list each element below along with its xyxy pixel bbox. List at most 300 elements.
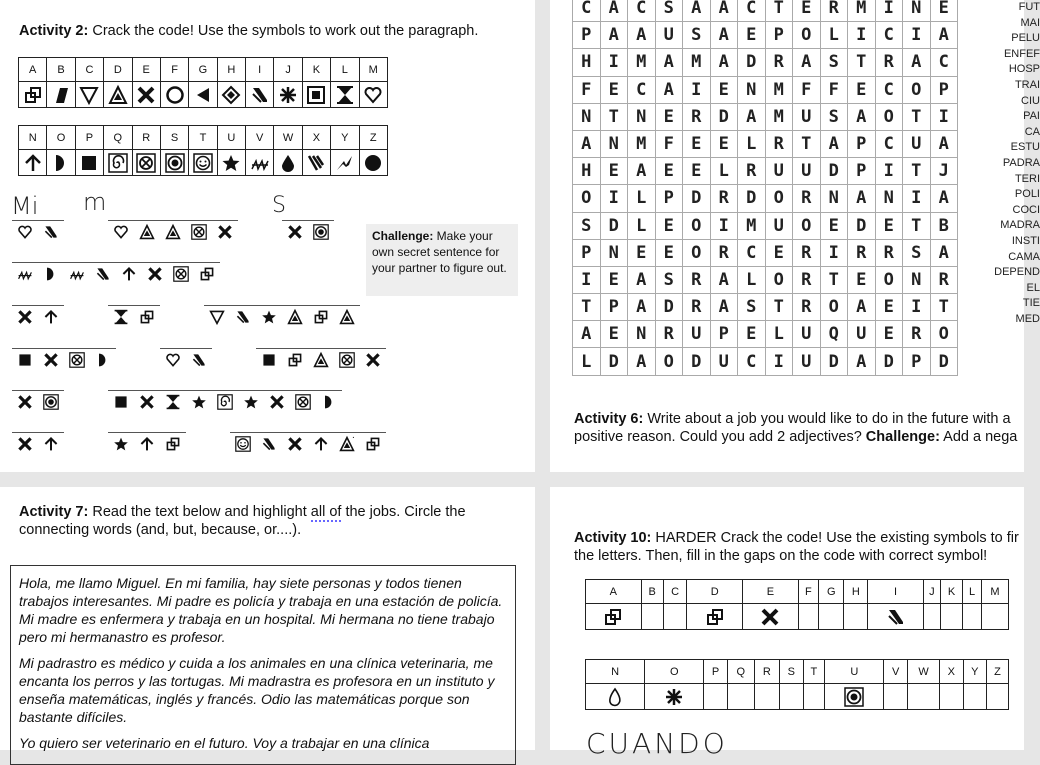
cipher-letter-u: U (217, 126, 245, 150)
word-search-cell[interactable]: M (683, 49, 711, 76)
word-search-cell[interactable]: E (655, 103, 683, 130)
word-search-cell[interactable]: E (738, 321, 766, 348)
reading-paragraph-2: Mi padrastro es médico y cuida a los animales en una clínica veterinaria, me encanta los perros y las tortugas. Mi madrastra es profesora en un instituto y enseña matemáticas, inglés y francés. Odio las matemáticas porque son bastante difíciles. (19, 655, 495, 725)
cipher-symbol-d (339, 309, 355, 325)
word-search-cell[interactable]: D (738, 49, 766, 76)
word-search-cell[interactable]: T (765, 0, 793, 22)
encoded-glyph (230, 432, 256, 452)
word-search-cell[interactable]: R (710, 239, 738, 266)
word-search-cell[interactable]: E (600, 158, 628, 185)
word-search-cell[interactable]: L (710, 158, 738, 185)
encoded-glyph (256, 348, 282, 368)
activity-7-label: Activity 7: (19, 504, 89, 520)
word-search-cell[interactable]: M (765, 76, 793, 103)
word-search-cell[interactable]: I (903, 294, 931, 321)
cipher-symbol-y (335, 153, 355, 173)
word-search-cell[interactable]: A (573, 321, 601, 348)
word-search-cell[interactable]: S (820, 49, 848, 76)
word-search-row (573, 294, 958, 321)
word-search-cell[interactable]: L (738, 130, 766, 157)
word-search-cell[interactable]: D (738, 185, 766, 212)
word-search-cell[interactable]: H (573, 49, 601, 76)
word-search-cell[interactable]: O (573, 185, 601, 212)
word-search-cell[interactable]: C (875, 22, 903, 49)
word-search-cell[interactable]: R (683, 294, 711, 321)
word-search-cell[interactable]: A (710, 22, 738, 49)
cipher-symbol-l (165, 394, 181, 410)
cipher-symbol-cell-l (963, 604, 982, 630)
word-search-cell[interactable]: R (683, 103, 711, 130)
word-search-cell[interactable]: C (930, 49, 958, 76)
word-search-row (573, 130, 958, 157)
cipher-symbol-j (278, 85, 298, 105)
word-search-cell[interactable]: M (848, 0, 876, 22)
word-search-cell[interactable]: A (628, 22, 656, 49)
word-search-cell[interactable]: U (793, 321, 821, 348)
word-search-cell[interactable]: D (848, 212, 876, 239)
handwritten-m: m (83, 188, 107, 216)
word-search-cell[interactable]: O (765, 266, 793, 293)
word-search-cell[interactable]: T (903, 103, 931, 130)
word-search-cell[interactable]: R (930, 266, 958, 293)
word-search-cell[interactable]: U (710, 348, 738, 375)
word-search-cell[interactable]: T (765, 294, 793, 321)
word-search-cell[interactable]: R (738, 158, 766, 185)
word-search-cell[interactable]: O (765, 185, 793, 212)
word-search-cell[interactable]: O (820, 294, 848, 321)
word-search-cell[interactable]: R (683, 266, 711, 293)
word-search-cell[interactable]: E (655, 158, 683, 185)
word-search-cell[interactable]: T (848, 49, 876, 76)
cipher-symbol-r (136, 153, 156, 173)
encoded-glyph (134, 390, 160, 410)
word-search-cell[interactable]: I (600, 49, 628, 76)
word-search-cell[interactable]: L (628, 212, 656, 239)
word-search-cell[interactable]: U (903, 130, 931, 157)
cipher-symbol-cell-z (987, 684, 1009, 710)
cipher-symbol-e (17, 309, 33, 325)
word-search-cell[interactable]: A (628, 294, 656, 321)
word-search-cell[interactable]: T (930, 294, 958, 321)
word-search-cell[interactable]: E (930, 0, 958, 22)
cipher-symbol-e (17, 436, 33, 452)
word-search-cell[interactable]: S (573, 212, 601, 239)
word-search-cell[interactable]: T (573, 294, 601, 321)
word-search-cell[interactable]: A (930, 239, 958, 266)
cipher-symbol-b (51, 85, 71, 105)
word-search-cell[interactable]: I (600, 185, 628, 212)
word-search-cell[interactable]: L (738, 266, 766, 293)
word-search-cell[interactable]: A (628, 348, 656, 375)
word-search-cell[interactable]: R (848, 239, 876, 266)
word-search-cell[interactable]: A (573, 130, 601, 157)
word-search-cell[interactable]: O (655, 348, 683, 375)
word-search-cell[interactable]: E (875, 321, 903, 348)
word-search-cell[interactable]: F (820, 76, 848, 103)
word-search-cell[interactable]: J (930, 158, 958, 185)
word-search-cell[interactable]: R (793, 294, 821, 321)
word-search-cell[interactable]: N (628, 103, 656, 130)
word-search-cell[interactable]: A (848, 348, 876, 375)
challenge-text: Make your own secret sentence for your partner to figure out. (372, 229, 507, 275)
cipher-symbol-p (17, 352, 33, 368)
word-search-cell[interactable]: A (710, 49, 738, 76)
cipher-symbol-cell-t (189, 150, 217, 176)
word-search-cell[interactable]: D (655, 294, 683, 321)
word-search-cell[interactable]: D (930, 348, 958, 375)
word-search-cell[interactable]: C (738, 239, 766, 266)
word-search-cell[interactable]: I (903, 185, 931, 212)
word-search-cell[interactable]: A (628, 266, 656, 293)
word-search-cell[interactable]: C (628, 0, 656, 22)
word-search-cell[interactable]: C (875, 76, 903, 103)
challenge-label: Challenge: (372, 229, 434, 243)
cipher-letter-d: D (104, 58, 132, 82)
word-search-cell[interactable]: H (573, 158, 601, 185)
cipher-symbol-a (139, 309, 155, 325)
word-search-cell[interactable]: E (655, 239, 683, 266)
word-list-item: INSTI (1011, 234, 1040, 247)
word-search-row (573, 321, 958, 348)
cipher-symbol-e (217, 224, 233, 240)
word-search-cell[interactable]: N (573, 103, 601, 130)
word-search-cell[interactable]: D (600, 212, 628, 239)
cipher-symbol-cell-v (884, 684, 908, 710)
cipher-symbol-d (313, 352, 329, 368)
word-search-cell[interactable]: E (710, 76, 738, 103)
word-search-cell[interactable]: P (765, 22, 793, 49)
word-search-row (573, 103, 958, 130)
cipher-symbol-n (313, 436, 329, 452)
activity-6-instruction-2: positive reason. Could you add 2 adjectives? (574, 429, 866, 445)
word-search-cell[interactable]: R (793, 185, 821, 212)
word-search-cell[interactable]: D (820, 158, 848, 185)
word-search-cell[interactable]: D (683, 348, 711, 375)
word-search-cell[interactable]: I (820, 239, 848, 266)
encoded-glyph (38, 305, 64, 325)
word-search-cell[interactable]: F (793, 76, 821, 103)
word-search-cell[interactable]: C (628, 76, 656, 103)
word-search-cell[interactable]: A (848, 294, 876, 321)
word-search-cell[interactable]: E (820, 212, 848, 239)
word-search-cell[interactable]: E (875, 294, 903, 321)
cipher-symbol-a (313, 309, 329, 325)
word-search-cell[interactable]: A (738, 103, 766, 130)
word-search-cell[interactable]: L (628, 185, 656, 212)
cipher-symbol-cell-c (75, 82, 103, 108)
word-search-cell[interactable]: A (600, 0, 628, 22)
encoded-glyph (142, 262, 168, 282)
cipher-symbol-u (113, 436, 129, 452)
word-search-cell[interactable]: N (820, 185, 848, 212)
cipher-letter-i: I (246, 58, 274, 82)
word-search-row (573, 266, 958, 293)
word-search-cell[interactable]: N (903, 0, 931, 22)
word-search-cell[interactable]: L (820, 22, 848, 49)
cipher-letter-g: G (819, 580, 844, 604)
word-search-cell[interactable]: O (903, 76, 931, 103)
word-search-cell[interactable]: A (655, 49, 683, 76)
word-search-cell[interactable]: M (765, 103, 793, 130)
word-search-cell[interactable]: I (573, 266, 601, 293)
word-search-cell[interactable]: R (710, 185, 738, 212)
word-search-cell[interactable]: A (930, 185, 958, 212)
activity-2-panel (0, 0, 535, 472)
encoded-glyph (12, 262, 38, 282)
word-search-cell[interactable]: O (875, 103, 903, 130)
word-search-cell[interactable]: R (875, 49, 903, 76)
reading-paragraph-1: Hola, me llamo Miguel. En mi familia, hay siete personas y todos tienen trabajos interesantes. Mi padre es policía y trabaja en una estación de policía. Mi madre es enfermera y trabaja en un hospital. Mi hermana no tiene trabajo pero mi hermanastro es profesor. (19, 575, 503, 645)
word-search-cell[interactable]: L (765, 321, 793, 348)
encoded-glyph (360, 432, 386, 452)
word-search-cell[interactable]: A (655, 76, 683, 103)
cipher-letter-y: Y (963, 660, 987, 684)
word-search-cell[interactable]: E (683, 130, 711, 157)
word-search-cell[interactable]: E (738, 22, 766, 49)
cipher-symbol-cell-f (160, 82, 188, 108)
word-search-cell[interactable]: T (903, 158, 931, 185)
cipher-symbol-i (250, 85, 270, 105)
cipher-symbol-s (165, 153, 185, 173)
word-search-cell[interactable]: O (793, 212, 821, 239)
word-search-cell[interactable]: S (738, 294, 766, 321)
word-search-cell[interactable]: O (683, 239, 711, 266)
word-search-cell[interactable]: E (848, 76, 876, 103)
word-search-cell[interactable]: I (683, 76, 711, 103)
cipher-letter-a: A (586, 580, 642, 604)
word-search-cell[interactable]: E (683, 158, 711, 185)
cipher-letter-p: P (704, 660, 728, 684)
word-search-cell[interactable]: P (848, 158, 876, 185)
word-search-row (573, 0, 958, 22)
word-search-cell[interactable]: A (820, 130, 848, 157)
cipher-symbol-i (235, 309, 251, 325)
word-search-cell[interactable]: E (600, 76, 628, 103)
word-search-cell[interactable]: P (573, 22, 601, 49)
word-search-cell[interactable]: N (875, 185, 903, 212)
word-search-cell[interactable]: A (710, 266, 738, 293)
word-search-cell[interactable]: D (875, 348, 903, 375)
cipher-symbol-cell-l (331, 82, 359, 108)
word-search-cell[interactable]: P (573, 239, 601, 266)
word-search-cell[interactable]: N (600, 239, 628, 266)
encoded-glyph (308, 220, 334, 240)
cipher-symbol-p (79, 153, 99, 173)
word-search-cell[interactable]: B (930, 212, 958, 239)
cipher-symbol-o (43, 266, 59, 282)
word-search-row (573, 76, 958, 103)
cipher-symbol-cell-n (586, 684, 645, 710)
word-search-cell[interactable]: U (793, 348, 821, 375)
word-search-cell[interactable]: A (628, 158, 656, 185)
word-search-cell[interactable]: D (710, 103, 738, 130)
cipher-symbol-cell-e (132, 82, 160, 108)
word-search-cell[interactable]: R (655, 321, 683, 348)
cipher-letter-k: K (302, 58, 330, 82)
word-search-cell[interactable]: C (875, 130, 903, 157)
word-search-cell[interactable]: R (765, 130, 793, 157)
word-search-cell[interactable]: L (573, 348, 601, 375)
word-search-cell[interactable]: U (683, 321, 711, 348)
word-search-cell[interactable]: F (655, 130, 683, 157)
cipher-symbol-z (363, 153, 383, 173)
cipher-symbol-cell-u (217, 150, 245, 176)
word-search-cell[interactable]: C (738, 0, 766, 22)
encoded-glyph (134, 220, 160, 240)
word-list-item: COCI (1012, 203, 1040, 216)
word-search-cell[interactable]: P (600, 294, 628, 321)
word-search-cell[interactable]: M (628, 49, 656, 76)
cipher-symbol-cell-k (941, 604, 963, 630)
word-search-cell[interactable]: S (683, 22, 711, 49)
word-search-cell[interactable]: D (820, 348, 848, 375)
word-search-cell[interactable]: E (600, 266, 628, 293)
cipher-letter-f: F (160, 58, 188, 82)
word-search-cell[interactable]: A (903, 49, 931, 76)
cipher-symbol-cell-b (47, 82, 75, 108)
word-search-cell[interactable]: T (820, 266, 848, 293)
word-search-cell[interactable]: U (765, 158, 793, 185)
word-search-cell[interactable]: R (903, 321, 931, 348)
word-search-cell[interactable]: E (600, 321, 628, 348)
cipher-table-n-z (18, 125, 388, 176)
cipher-letter-n: N (586, 660, 645, 684)
word-list-item: MAI (1020, 16, 1040, 29)
word-search-cell[interactable]: I (903, 22, 931, 49)
cipher-symbol-cell-j (923, 604, 940, 630)
cipher-letter-z: Z (359, 126, 388, 150)
cipher-symbol-cell-u (825, 684, 884, 710)
cipher-symbol-cell-f (798, 604, 818, 630)
word-search-cell[interactable]: P (710, 321, 738, 348)
encoded-glyph (186, 220, 212, 240)
word-search-cell[interactable]: I (930, 103, 958, 130)
cipher-letter-j: J (274, 58, 302, 82)
word-search-cell[interactable]: Q (820, 321, 848, 348)
word-search-cell[interactable]: U (655, 22, 683, 49)
encoded-glyph (38, 220, 64, 240)
encoded-glyph (256, 432, 282, 452)
word-search-cell[interactable]: I (875, 158, 903, 185)
word-search-cell[interactable]: E (765, 239, 793, 266)
word-search-cell[interactable]: R (793, 239, 821, 266)
word-search-cell[interactable]: P (655, 185, 683, 212)
word-search-cell[interactable]: I (765, 348, 793, 375)
word-search-cell[interactable]: C (738, 348, 766, 375)
word-search-cell[interactable]: F (573, 76, 601, 103)
word-search-cell[interactable]: A (848, 103, 876, 130)
word-search-cell[interactable]: I (875, 0, 903, 22)
word-search-cell[interactable]: S (820, 103, 848, 130)
cipher-symbol-cell-k (302, 82, 330, 108)
word-search-cell[interactable]: E (655, 212, 683, 239)
word-search-cell[interactable]: I (710, 212, 738, 239)
word-search-cell[interactable]: N (903, 266, 931, 293)
word-search-cell[interactable]: M (738, 212, 766, 239)
cipher-letter-j: J (923, 580, 940, 604)
word-search-cell[interactable]: O (930, 321, 958, 348)
cipher-symbol-m (363, 85, 383, 105)
word-list-item: TRAI (1014, 78, 1040, 91)
activity-7-instruction-b: the jobs. Circle the (341, 504, 466, 520)
word-search-cell[interactable]: S (903, 239, 931, 266)
word-search-cell[interactable]: R (765, 49, 793, 76)
word-search-cell[interactable]: U (848, 321, 876, 348)
word-search-row (573, 185, 958, 212)
word-search-cell[interactable]: A (930, 22, 958, 49)
word-search-cell[interactable]: R (820, 0, 848, 22)
word-search-cell[interactable]: C (573, 0, 601, 22)
cipher-table-a-m (18, 57, 388, 108)
word-search-cell[interactable]: S (655, 0, 683, 22)
cipher-letter-f: F (798, 580, 818, 604)
word-search-cell[interactable]: P (848, 130, 876, 157)
word-search-cell[interactable]: O (793, 22, 821, 49)
cipher-letter-z: Z (987, 660, 1009, 684)
activity-6-label: Activity 6: (574, 411, 644, 427)
cipher-symbol-cell-i (868, 604, 924, 630)
word-search-cell[interactable]: T (903, 212, 931, 239)
word-search-cell[interactable]: R (793, 266, 821, 293)
encoded-glyph (282, 305, 308, 325)
word-search-cell[interactable]: E (793, 0, 821, 22)
word-search-cell[interactable]: A (793, 49, 821, 76)
cipher-symbol-d (287, 309, 303, 325)
word-search-cell[interactable]: O (875, 266, 903, 293)
cipher-letter-e: E (743, 580, 799, 604)
encoded-glyph (12, 348, 38, 368)
word-search-cell[interactable]: S (655, 266, 683, 293)
word-search-cell[interactable]: N (738, 76, 766, 103)
encoded-glyph (308, 432, 334, 452)
word-search-cell[interactable]: A (710, 0, 738, 22)
word-search-cell[interactable]: A (600, 22, 628, 49)
word-search-cell[interactable]: E (710, 130, 738, 157)
word-search-cell[interactable]: U (765, 212, 793, 239)
activity-6-challenge-text: Add a nega (939, 429, 1018, 445)
word-search-cell[interactable]: I (848, 22, 876, 49)
word-search-cell[interactable]: D (683, 185, 711, 212)
word-search-cell[interactable]: U (793, 158, 821, 185)
word-search-cell[interactable]: A (848, 185, 876, 212)
word-search-cell[interactable]: T (600, 103, 628, 130)
cipher-symbol-u (261, 309, 277, 325)
cipher-symbol-cell-y (963, 684, 987, 710)
word-search-cell[interactable]: A (930, 130, 958, 157)
activity-7-underlined-words: all of (310, 504, 342, 520)
word-search-cell[interactable]: U (793, 103, 821, 130)
word-search-cell[interactable]: N (600, 130, 628, 157)
word-search-cell[interactable]: A (710, 294, 738, 321)
word-search-cell[interactable]: R (875, 239, 903, 266)
encoded-glyph (108, 305, 134, 325)
cipher-letter-s: S (780, 660, 804, 684)
word-search-cell[interactable]: P (930, 76, 958, 103)
word-search-cell[interactable]: T (793, 130, 821, 157)
word-search-cell[interactable]: E (848, 266, 876, 293)
word-search-cell[interactable]: E (628, 239, 656, 266)
word-search-cell[interactable]: O (683, 212, 711, 239)
word-search-cell[interactable]: D (600, 348, 628, 375)
word-search-cell[interactable]: P (903, 348, 931, 375)
word-search-cell[interactable]: E (875, 212, 903, 239)
cipher-letter-w: W (907, 660, 939, 684)
word-search-cell[interactable]: A (683, 0, 711, 22)
word-search-cell[interactable]: N (628, 321, 656, 348)
word-search-cell[interactable]: M (628, 130, 656, 157)
cipher-symbol-e (147, 266, 163, 282)
encoded-glyph (316, 390, 342, 410)
